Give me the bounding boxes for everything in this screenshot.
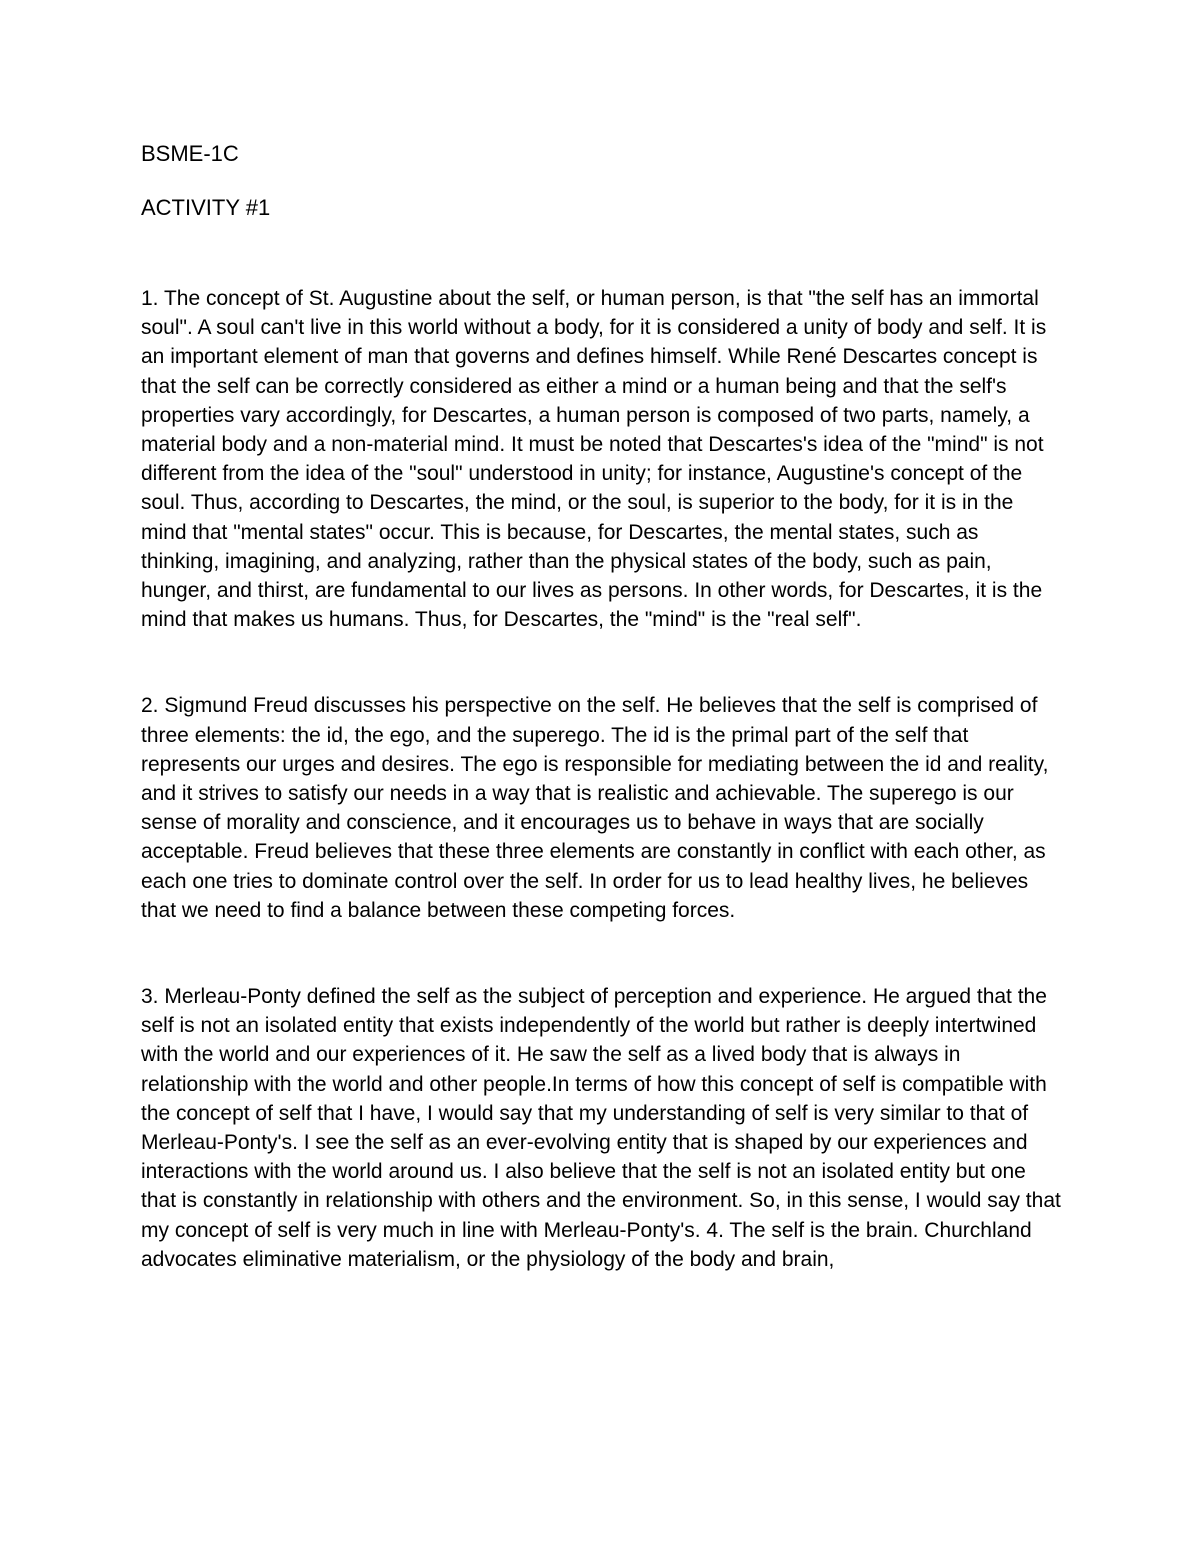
answer-paragraph-3: 3. Merleau-Ponty defined the self as the subject of perception and experience. He argued that the self is not an isolated entity that exists independently of the world but rather is deeply intertwined with the world and our experiences of it. He saw the self as a lived body that is always in relationship with the world and other people.In terms of how this concept of self is compatible with the concept of self that I have, I would say that my understanding of self is very similar to that of Merleau-Ponty's. I see the self as an ever-evolving entity that is shaped by our experiences and interactions with the world around us. I also believe that the self is not an isolated entity but one that is constantly in relationship with others and the environment. So, in this sense, I would say that my concept of self is very much in line with Merleau-Ponty's. 4. The self is the brain. Churchland advocates eliminative materialism, or the physiology of the body and brain, bbox=[141, 985, 1061, 1271]
activity-title: ACTIVITY #1 bbox=[141, 195, 271, 220]
answer-paragraph-2: 2. Sigmund Freud discusses his perspective on the self. He believes that the self is comprised of three elements: the id, the ego, and the superego. The id is the primal part of the self that represents our urges and desires. The ego is responsible for mediating between the id and reality, and it strives to satisfy our needs in a way that is realistic and achievable. The superego is our sense of morality and conscience, and it encourages us to behave in ways that are socially acceptable. Freud believes that these three elements are constantly in conflict with each other, as each one tries to dominate control over the self. In order for us to lead healthy lives, he believes that we need to find a balance between these competing forces. bbox=[141, 694, 1049, 922]
document-content bbox=[141, 140, 1061, 1274]
course-code: BSME-1C bbox=[141, 141, 239, 166]
answer-paragraph-1: 1. The concept of St. Augustine about the self, or human person, is that "the self has an immortal soul". A soul can't live in this world without a body, for it is considered a unity of body and self. It is an important element of man that governs and defines himself. While René Descartes concept is that the self can be correctly considered as either a mind or a human being and that the self's properties vary accordingly, for Descartes, a human person is composed of two parts, namely, a material body and a non-material mind. It must be noted that Descartes's idea of the "mind" is not different from the idea of the "soul" understood in unity; for instance, Augustine's concept of the soul. Thus, according to Descartes, the mind, or the soul, is superior to the body, for it is in the mind that "mental states" occur. This is because, for Descartes, the mental states, such as thinking, imagining, and analyzing, rather than the physical states of the body, such as pain, hunger, and thirst, are fundamental to our lives as persons. In other words, for Descartes, it is the mind that makes us humans. Thus, for Descartes, the "mind" is the "real self". bbox=[141, 287, 1047, 632]
